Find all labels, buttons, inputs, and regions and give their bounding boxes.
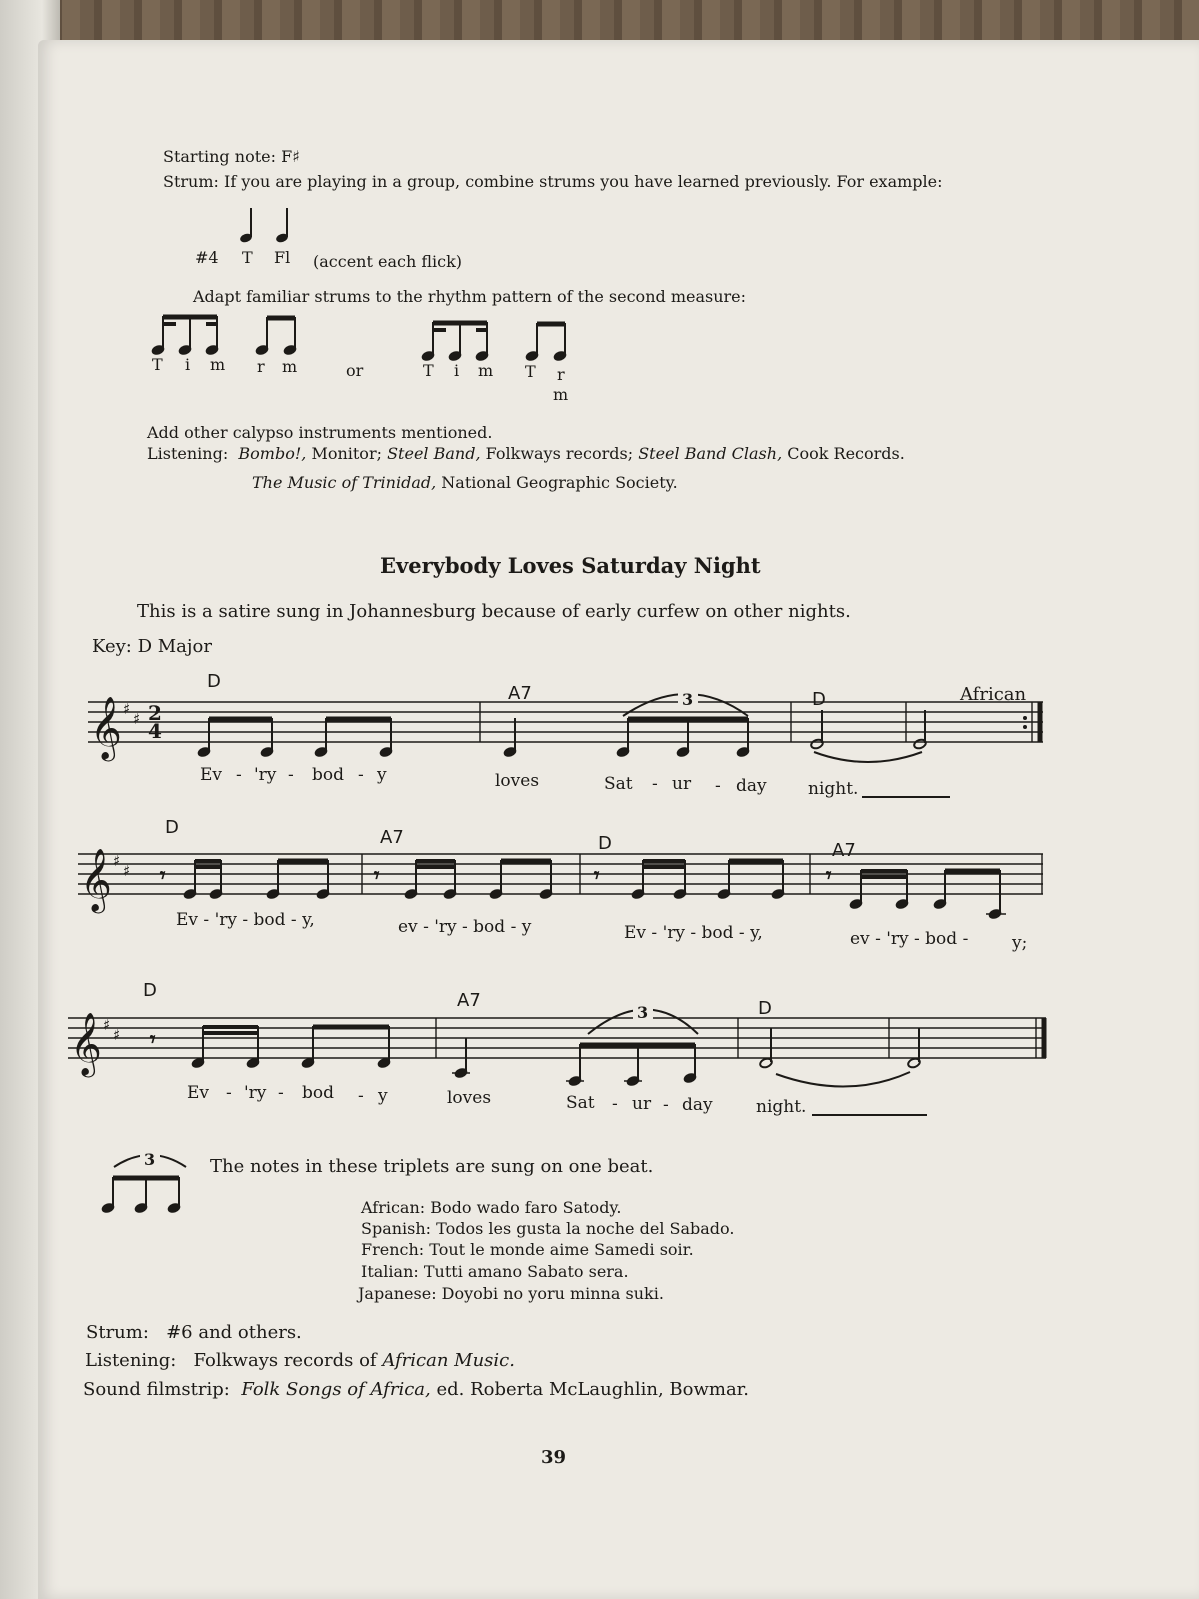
chord-line1-3: D (812, 689, 826, 710)
page-number: 39 (541, 1447, 567, 1468)
svg-text:♯: ♯ (113, 852, 121, 870)
add-instruments-text: Add other calypso instruments mentioned. (147, 423, 493, 442)
pattern1-i: i (185, 355, 191, 374)
lyric-line3-11: ur (632, 1094, 652, 1114)
starting-note-label: Starting note: (163, 147, 276, 166)
listening-monitor: Monitor; (311, 444, 382, 463)
lyric-line1-13: day (736, 776, 767, 796)
translation-african (361, 1198, 621, 1217)
pattern2-notes (420, 318, 580, 363)
footer-filmstrip-title: Folk Songs of Africa, (241, 1379, 431, 1400)
footer-strum-label: Strum: (86, 1322, 149, 1343)
key-value: D Major (137, 636, 212, 657)
lyric-extender-3 (812, 1114, 927, 1116)
translation-japanese (358, 1284, 664, 1303)
lyric-line1-10: - (652, 774, 658, 794)
lyric-extender-1 (862, 796, 950, 798)
svg-text:♯: ♯ (113, 1026, 121, 1044)
listening-steel-band: Steel Band, (387, 444, 481, 463)
footer-listening-title: African Music. (382, 1350, 515, 1371)
lyric-line3-2: - (226, 1083, 232, 1103)
triplet-example-number: 3 (144, 1150, 156, 1169)
pattern1-t: T (152, 355, 163, 374)
translation-text: Doyobi no yoru minna suki. (441, 1284, 664, 1303)
triplet-mark-1: 3 (682, 690, 694, 709)
translation-lang: Spanish: (361, 1219, 432, 1238)
song-origin: African (960, 684, 1027, 705)
svg-text:𝄾: 𝄾 (150, 1027, 156, 1051)
pattern2-m: m (478, 361, 494, 380)
lyric-line1-3: 'ry (254, 765, 277, 785)
translation-text: Tout le monde aime Samedi soir. (429, 1240, 694, 1259)
lyric-line2-4: ev - 'ry - bod - (850, 929, 969, 949)
svg-text:𝄾: 𝄾 (160, 863, 166, 887)
chord-line2-1: D (165, 817, 179, 838)
translation-italian (361, 1262, 629, 1281)
listening-folkways: Folkways records; (485, 444, 634, 463)
svg-text:𝄞: 𝄞 (90, 696, 122, 759)
lyric-line3-6: - (358, 1086, 364, 1106)
listening-bombo: Bombo!, (238, 444, 307, 463)
footer-listening-label: Listening: (85, 1350, 177, 1371)
pattern1-m2: m (282, 357, 298, 376)
chord-line2-2: A7 (380, 827, 404, 848)
lyric-line1-6: - (358, 765, 364, 785)
lyric-line3-14: night. (756, 1097, 807, 1117)
lyric-line1-7: y (377, 765, 387, 785)
strum4-note: (accent each flick) (313, 252, 463, 271)
chord-line3-2: A7 (457, 990, 481, 1011)
listening-steel-band-clash: Steel Band Clash, (638, 444, 783, 463)
translation-french (361, 1240, 694, 1259)
translation-lang: African: (361, 1198, 426, 1217)
lyric-line1-9: Sat (604, 774, 633, 794)
lyric-line2-2: ev - 'ry - bod - y (398, 917, 532, 937)
pattern2-r: r (557, 365, 565, 384)
lyric-line3-13: day (682, 1095, 713, 1115)
listening-cook: Cook Records. (787, 444, 905, 463)
svg-text:𝄾: 𝄾 (374, 863, 380, 887)
lyric-line1-2: - (236, 765, 242, 785)
triplet-note: The notes in these triplets are sung on one beat. (210, 1156, 654, 1177)
svg-text:𝄾: 𝄾 (594, 863, 600, 887)
svg-text:♯: ♯ (123, 862, 131, 880)
starting-note (163, 147, 300, 166)
translation-lang: Japanese: (358, 1284, 437, 1303)
lyric-line3-1: Ev (187, 1083, 210, 1103)
translation-text: Tutti amano Sabato sera. (423, 1262, 629, 1281)
svg-text:𝄾: 𝄾 (826, 863, 832, 887)
strum-text: If you are playing in a group, combine strums you have learned previously. For example: (224, 172, 943, 191)
svg-text:𝄞: 𝄞 (70, 1012, 102, 1075)
chord-line2-3: D (598, 833, 612, 854)
listening-label: Listening: (147, 444, 229, 463)
svg-text:♯: ♯ (103, 1016, 111, 1034)
lyric-line1-12: - (715, 776, 721, 796)
translation-spanish (361, 1219, 734, 1238)
footer-strum (86, 1322, 302, 1343)
lyric-line1-4: - (288, 765, 294, 785)
triplet-example (100, 1145, 195, 1220)
pattern2-t2: T (525, 362, 536, 381)
song-key (92, 636, 212, 657)
strum-label: Strum: (163, 172, 219, 191)
strum4-number: #4 (195, 248, 219, 267)
listening-trinidad: The Music of Trinidad, (252, 473, 437, 492)
strum4-t: T (242, 248, 253, 267)
strum-instruction (163, 172, 943, 191)
song-description: This is a satire sung in Johannesburg because of early curfew on other nights. (137, 601, 851, 622)
footer-listening-text: Folkways records of (193, 1350, 377, 1371)
listening-line-2 (252, 473, 678, 492)
triplet-mark-2: 3 (637, 1003, 649, 1022)
svg-text:4: 4 (148, 719, 162, 743)
listening-line-1 (147, 444, 905, 463)
translation-lang: Italian: (361, 1262, 419, 1281)
adapt-text: Adapt familiar strums to the rhythm pattern of the second measure: (193, 287, 747, 306)
footer-listening (85, 1350, 515, 1371)
pattern1-notes (150, 312, 310, 357)
starting-note-value: F♯ (281, 147, 300, 166)
lyric-line3-12: - (663, 1095, 669, 1115)
song-title: Everybody Loves Saturday Night (380, 553, 761, 578)
lyric-line2-3: Ev - 'ry - bod - y, (624, 923, 763, 943)
lyric-line3-5: bod (302, 1083, 334, 1103)
translation-text: Bodo wado faro Satody. (430, 1198, 622, 1217)
footer-filmstrip (83, 1379, 749, 1400)
lyric-line3-8: loves (447, 1088, 492, 1108)
lyric-line2-5: y; (1012, 933, 1028, 953)
svg-text:𝄞: 𝄞 (80, 848, 112, 911)
lyric-line3-4: - (278, 1083, 284, 1103)
svg-text:♯: ♯ (123, 700, 131, 718)
chord-line1-1: D (207, 671, 221, 692)
pattern2-t: T (423, 361, 434, 380)
strum4-fl: Fl (274, 248, 291, 267)
lyric-line1-1: Ev (200, 765, 223, 785)
chord-line3-3: D (758, 998, 772, 1019)
key-label: Key: (92, 636, 132, 657)
chord-line1-2: A7 (508, 683, 532, 704)
footer-filmstrip-label: Sound filmstrip: (83, 1379, 230, 1400)
pattern2-m2: m (553, 385, 569, 404)
lyric-line1-5: bod (312, 765, 344, 785)
lyric-line3-3: 'ry (244, 1083, 267, 1103)
lyric-line3-10: - (612, 1094, 618, 1114)
chord-line2-4: A7 (832, 840, 856, 861)
lyric-line3-9: Sat (566, 1093, 595, 1113)
svg-text:2: 2 (148, 701, 162, 725)
strum4-notes (240, 205, 300, 245)
staff-line-1 (88, 680, 1048, 780)
footer-filmstrip-text: ed. Roberta McLaughlin, Bowmar. (436, 1379, 750, 1400)
lyric-line1-8: loves (495, 771, 540, 791)
footer-strum-text: #6 and others. (166, 1322, 302, 1343)
translation-text: Todos les gusta la noche del Sabado. (436, 1219, 735, 1238)
translation-lang: French: (361, 1240, 425, 1259)
pattern1-m: m (210, 355, 226, 374)
staff-line-3 (68, 990, 1053, 1100)
pattern1-r: r (257, 357, 265, 376)
lyric-line2-1: Ev - 'ry - bod - y, (176, 910, 315, 930)
chord-line3-1: D (143, 980, 157, 1001)
lyric-line1-14: night. (808, 779, 859, 799)
listening-natgeo: National Geographic Society. (441, 473, 678, 492)
svg-text:♯: ♯ (133, 710, 141, 728)
lyric-line3-7: y (378, 1086, 388, 1106)
lyric-line1-11: ur (672, 774, 692, 794)
pattern2-i: i (454, 361, 460, 380)
or-text: or (346, 361, 364, 380)
